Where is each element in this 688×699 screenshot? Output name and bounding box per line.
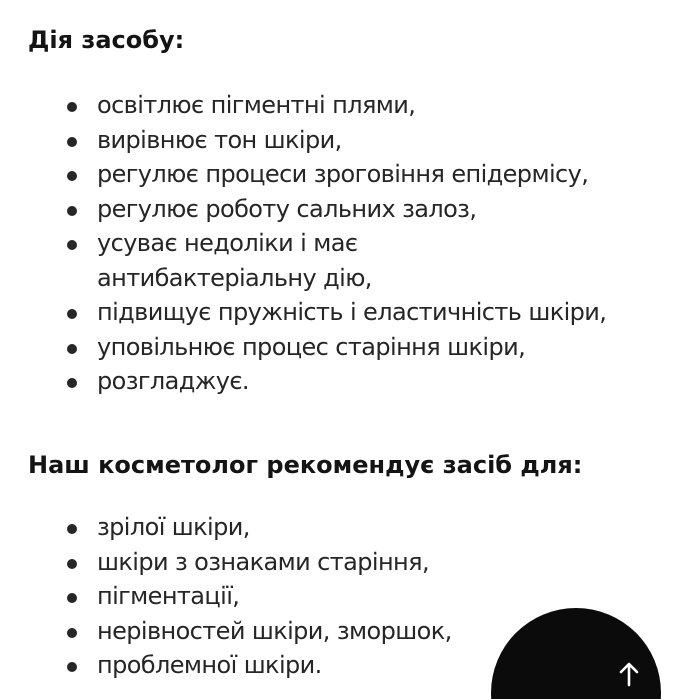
list-item: розгладжує.: [0, 364, 688, 399]
list-item: нерівностей шкіри, зморшок,: [0, 614, 688, 649]
bullet-icon: [67, 309, 77, 319]
bullet-icon: [67, 137, 77, 147]
list-item-continuation: антибактеріальну дію,: [97, 263, 372, 292]
list-item: уповільнює процес старіння шкіри,: [0, 330, 688, 365]
list-item: зрілої шкіри,: [0, 510, 688, 545]
list-item: регулює роботу сальних залоз,: [0, 192, 688, 227]
bullet-icon: [67, 240, 77, 250]
bullet-icon: [67, 206, 77, 216]
list-item: підвищує пружність і еластичність шкіри,: [0, 295, 688, 330]
bullet-icon: [67, 524, 77, 534]
section-heading-action: Дія засобу:: [28, 26, 185, 54]
list-item: освітлює пігментні плями,: [0, 88, 688, 123]
list-item: вирівнює тон шкіри,: [0, 123, 688, 158]
bullet-icon: [67, 378, 77, 388]
bullet-icon: [67, 662, 77, 672]
action-list: [0, 88, 688, 399]
bullet-icon: [67, 593, 77, 603]
list-item: проблемної шкіри.: [0, 648, 688, 683]
bullet-icon: [67, 171, 77, 181]
arrow-up-icon[interactable]: [609, 654, 649, 694]
section-heading-recommendation: Наш косметолог рекомендує засіб для:: [28, 451, 583, 479]
bullet-icon: [67, 628, 77, 638]
list-item: усуває недоліки і має: [0, 226, 688, 261]
bullet-icon: [67, 559, 77, 569]
bullet-icon: [67, 102, 77, 112]
list-item: регулює процеси зроговіння епідермісу,: [0, 157, 688, 192]
bullet-icon: [67, 344, 77, 354]
list-item: шкіри з ознаками старіння,: [0, 545, 688, 580]
list-item: пігментації,: [0, 579, 688, 614]
